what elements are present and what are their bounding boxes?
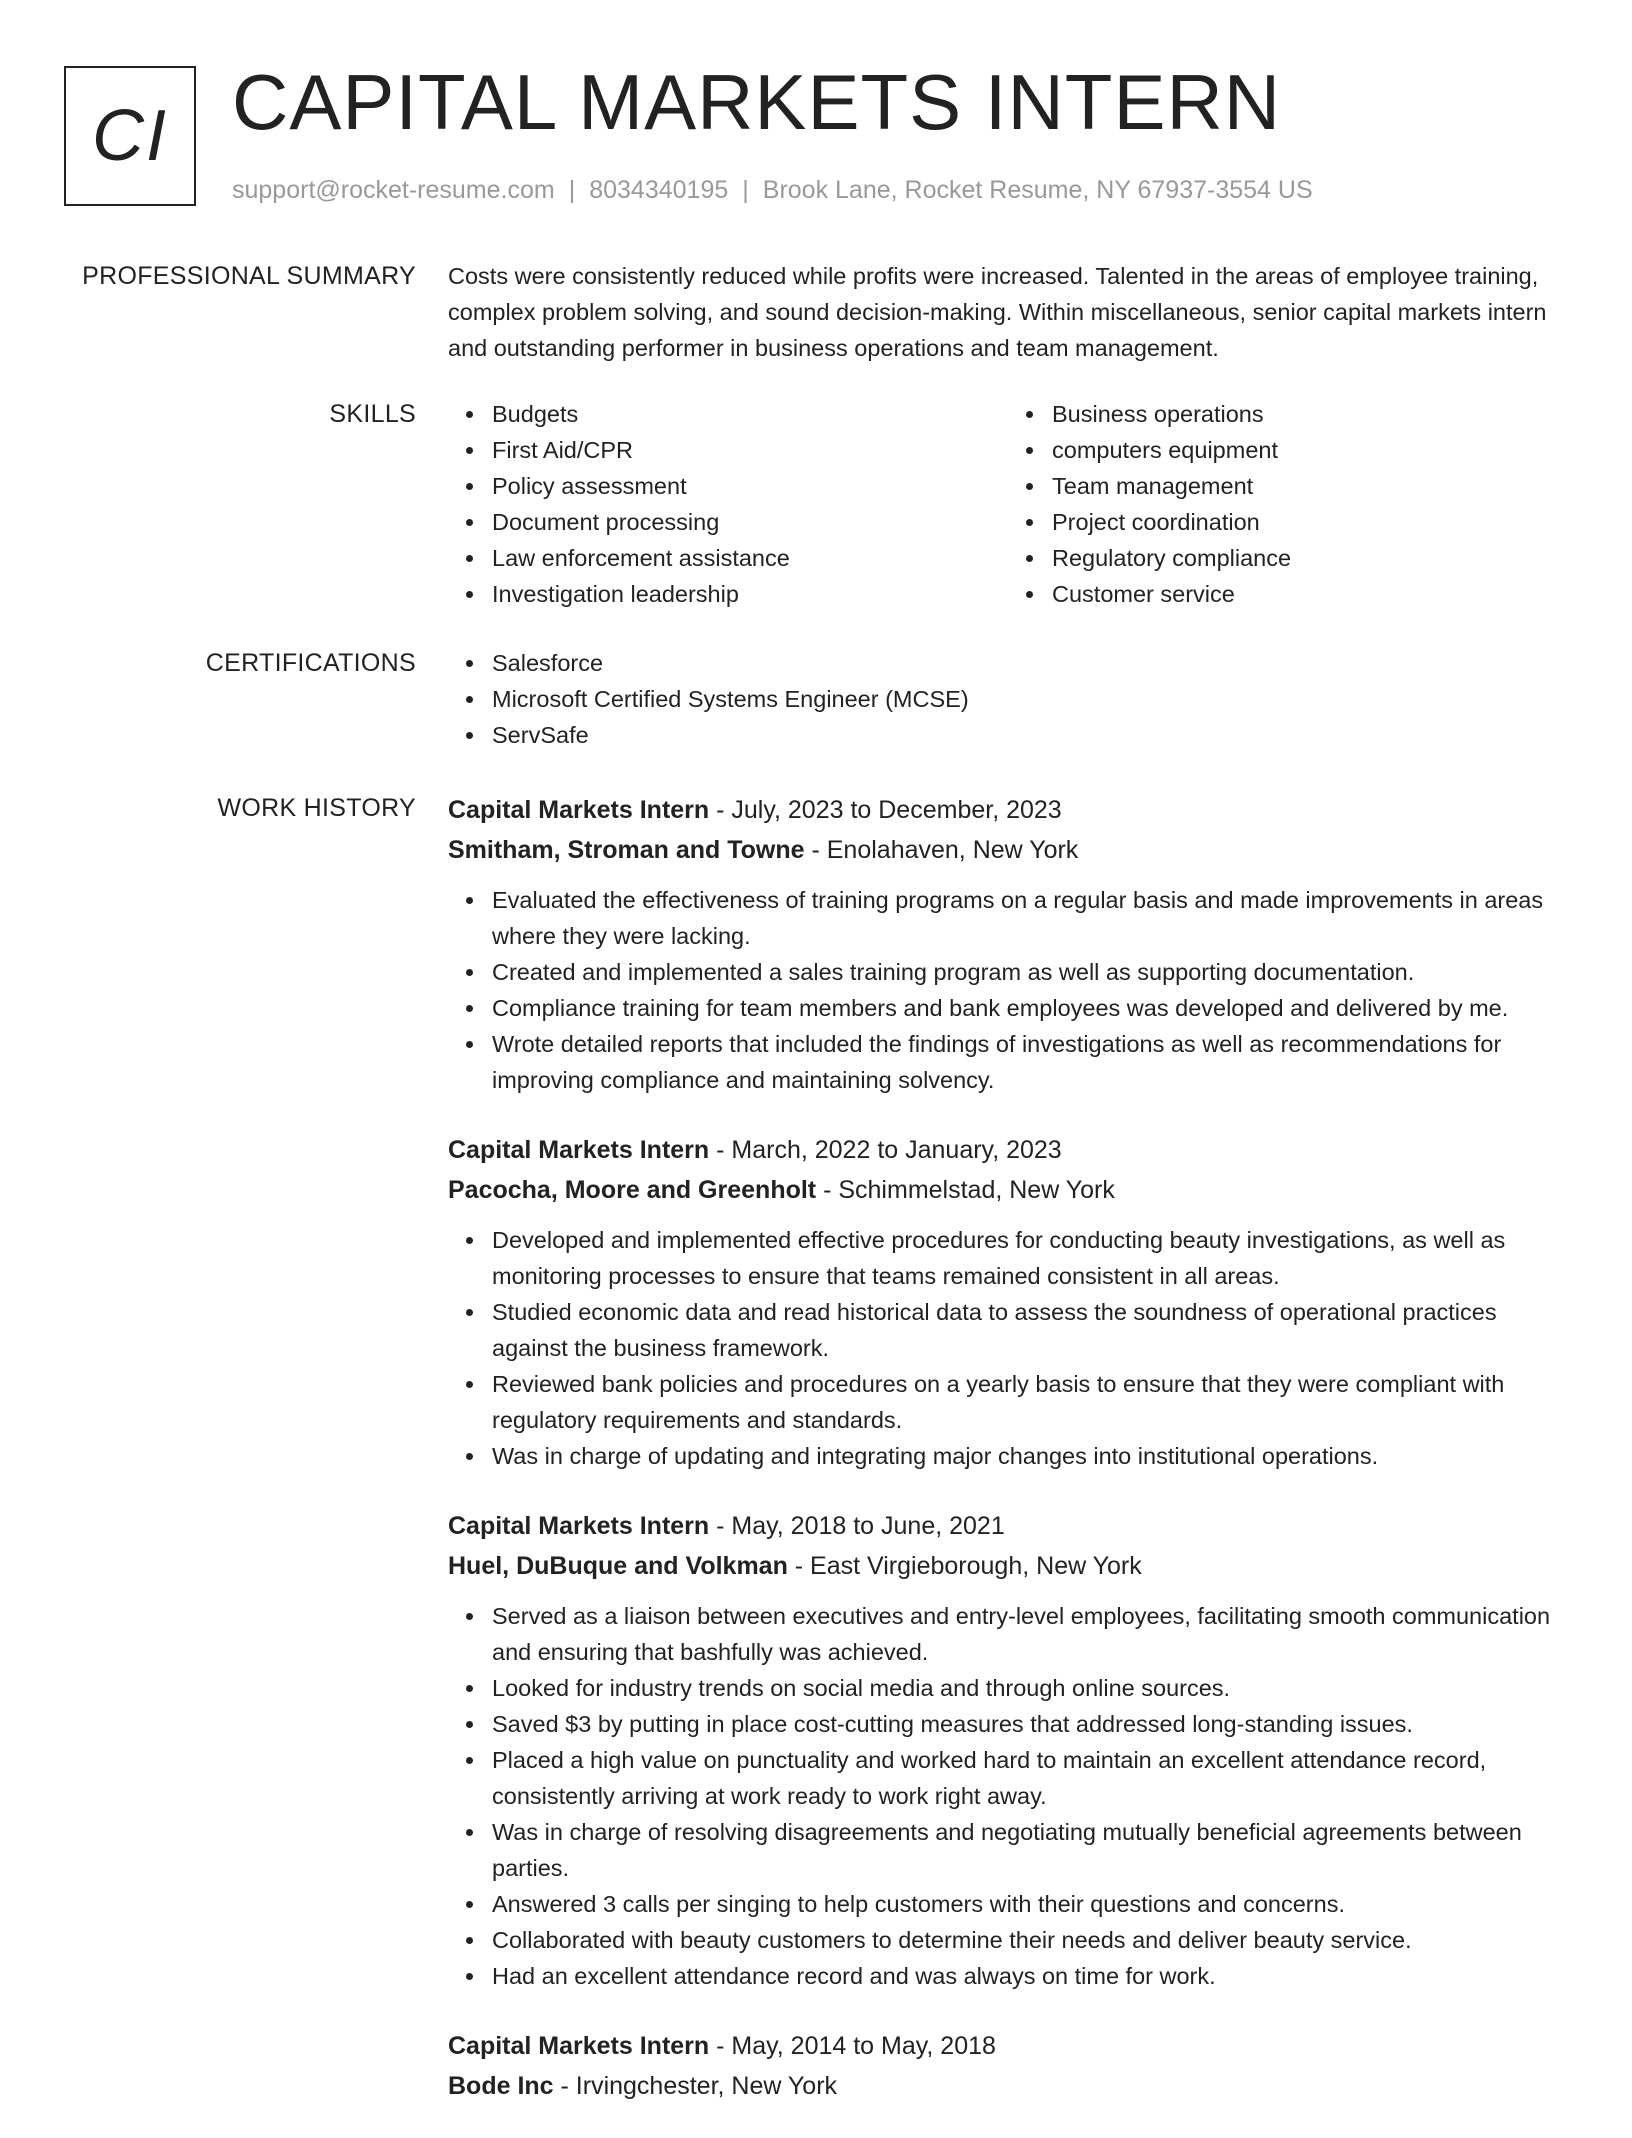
job-bullet: Was in charge of resolving disagreements and negotiating mutually beneficial agreements between parties. [492,1814,1568,1886]
job-entry [448,1130,1568,1474]
job-title: Capital Markets Intern [448,2032,710,2060]
job-company-line [448,1546,1568,1586]
contact-separator: | [742,176,749,204]
skill-item: Team management [1052,468,1568,504]
job-location: - East Virgieborough, New York [787,1552,1142,1580]
job-title: Capital Markets Intern [448,1136,710,1164]
skill-item: Business operations [1052,396,1568,432]
job-title-line [448,2026,1568,2066]
job-bullet: Answered 3 calls per singing to help customers with their questions and concerns. [492,1886,1568,1922]
job-entry [448,1506,1568,1994]
skill-item: Policy assessment [492,468,1008,504]
skill-item: Customer service [1052,576,1568,612]
skill-item: computers equipment [1052,432,1568,468]
contact-address: Brook Lane, Rocket Resume, NY 67937-3554 US [762,176,1313,204]
job-bullet: Looked for industry trends on social media and through online sources. [492,1670,1568,1706]
job-bullets [448,1598,1568,1994]
job-entry [448,790,1568,1098]
job-bullet: Was in charge of updating and integrating major changes into institutional operations. [492,1438,1568,1474]
monogram-logo: CI [64,66,196,206]
job-dates: - July, 2023 to December, 2023 [709,796,1062,824]
job-bullet: Had an excellent attendance record and was always on time for work. [492,1958,1568,1994]
job-company: Pacocha, Moore and Greenholt [448,1176,817,1204]
certifications-list [448,645,1568,753]
job-title-line [448,1130,1568,1170]
skill-item: Regulatory compliance [1052,540,1568,576]
skills-list-right [1008,396,1568,612]
job-bullet: Placed a high value on punctuality and worked hard to maintain an excellent attendance record, consistently arriving at work ready to work right away. [492,1742,1568,1814]
skill-item: First Aid/CPR [492,432,1008,468]
skill-item: Investigation leadership [492,576,1008,612]
job-bullet: Evaluated the effectiveness of training programs on a regular basis and made improvements in areas where they were lacking. [492,882,1568,954]
section-label-skills: SKILLS [329,400,416,428]
job-company: Bode Inc [448,2072,554,2100]
skill-item: Project coordination [1052,504,1568,540]
job-bullet: Served as a liaison between executives and entry-level employees, facilitating smooth communication and ensuring that bashfully was achieved. [492,1598,1568,1670]
job-bullets [448,1222,1568,1474]
skills-list-left [448,396,1008,612]
job-bullet: Studied economic data and read historical data to assess the soundness of operational practices against the business framework. [492,1294,1568,1366]
job-company-line [448,830,1568,870]
section-label-summary: PROFESSIONAL SUMMARY [82,262,416,290]
job-company: Huel, DuBuque and Volkman [448,1552,788,1580]
job-location: - Schimmelstad, New York [816,1176,1115,1204]
job-title: Capital Markets Intern [448,1512,710,1540]
job-location: - Enolahaven, New York [804,836,1079,864]
job-dates: - March, 2022 to January, 2023 [709,1136,1062,1164]
job-company-line [448,1170,1568,1210]
job-location: - Irvingchester, New York [553,2072,838,2100]
job-company-line [448,2066,1568,2106]
job-bullet: Developed and implemented effective procedures for conducting beauty investigations, as well as monitoring processes to ensure that teams remained consistent in all areas. [492,1222,1568,1294]
section-label-work-history: WORK HISTORY [217,794,416,822]
skill-item: Document processing [492,504,1008,540]
skill-item: Law enforcement assistance [492,540,1008,576]
section-label-certifications: CERTIFICATIONS [205,649,416,677]
certification-item: Microsoft Certified Systems Engineer (MCSE) [492,681,1568,717]
job-entry [448,2026,1568,2106]
job-bullet: Created and implemented a sales training program as well as supporting documentation. [492,954,1568,990]
job-dates: - May, 2014 to May, 2018 [709,2032,996,2060]
job-dates: - May, 2018 to June, 2021 [709,1512,1005,1540]
certification-item: ServSafe [492,717,1568,753]
job-title: Capital Markets Intern [448,796,710,824]
certification-item: Salesforce [492,645,1568,681]
job-bullet: Wrote detailed reports that included the findings of investigations as well as recommendations for improving compliance and maintaining solvency. [492,1026,1568,1098]
job-bullets [448,882,1568,1098]
job-title-line [448,790,1568,830]
contact-email[interactable]: support@rocket-resume.com [232,176,555,204]
contact-separator: | [568,176,576,204]
skill-item: Budgets [492,396,1008,432]
summary-text: Costs were consistently reduced while profits were increased. Talented in the areas of employee training, complex problem solving, and sound decision-making. Within miscellaneous, senior capital markets intern and outstanding performer in business operations and team management. [448,263,1547,361]
job-bullet: Reviewed bank policies and procedures on a yearly basis to ensure that they were compliant with regulatory requirements and standards. [492,1366,1568,1438]
contact-phone[interactable]: 8034340195 [589,176,729,204]
job-bullet: Collaborated with beauty customers to determine their needs and deliver beauty service. [492,1922,1568,1958]
contact-line [232,172,1313,208]
job-company: Smitham, Stroman and Towne [448,836,805,864]
resume-title: CAPITAL MARKETS INTERN [232,58,1282,146]
job-bullet: Compliance training for team members and bank employees was developed and delivered by me. [492,990,1568,1026]
job-title-line [448,1506,1568,1546]
job-bullet: Saved $3 by putting in place cost-cutting measures that addressed long-standing issues. [492,1706,1568,1742]
